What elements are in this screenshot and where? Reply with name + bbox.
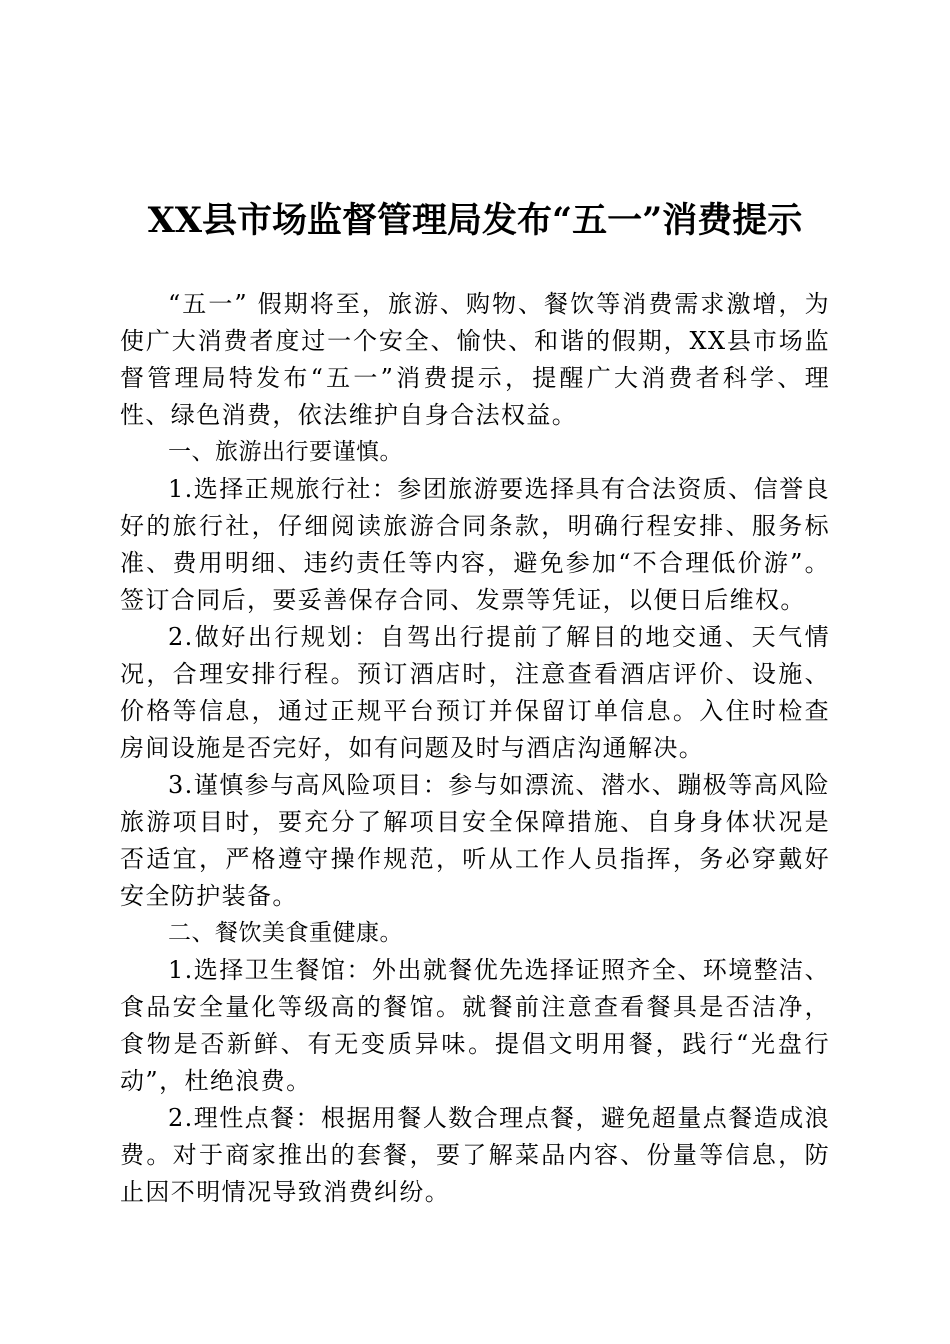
travel-item-2: 2.做好出行规划：自驾出行提前了解目的地交通、天气情况，合理安排行程。预订酒店时，注意查看酒店评价、设施、价格等信息，通过正规平台预订并保留订单信息。入住时检查房间设施是否完好，如有问题及时与酒店沟通解决。 (120, 623, 830, 762)
document-body (120, 286, 830, 1211)
travel-item-1: 1.选择正规旅行社：参团旅游要选择具有合法资质、信誉良好的旅行社，仔细阅读旅游合同条款，明确行程安排、服务标准、费用明细、违约责任等内容，避免参加“不合理低价游”。签订合同后，要妥善保存合同、发票等凭证，以便日后维权。 (120, 475, 830, 614)
intro-paragraph: “五一” 假期将至，旅游、购物、餐饮等消费需求激增，为使广大消费者度过一个安全、愉快、和谐的假期，XX县市场监督管理局特发布“五一”消费提示，提醒广大消费者科学、理性、绿色消费，依法维护自身合法权益。 (120, 290, 830, 429)
dining-item-1: 1.选择卫生餐馆：外出就餐优先选择证照齐全、环境整洁、食品安全量化等级高的餐馆。就餐前注意查看餐具是否洁净，食物是否新鲜、有无变质异味。提倡文明用餐，践行“光盘行动”，杜绝浪费。 (120, 956, 830, 1095)
section-heading-travel: 一、旅游出行要谨慎。 (168, 439, 403, 465)
section-heading-dining: 二、餐饮美食重健康。 (168, 920, 403, 946)
dining-item-2: 2.理性点餐：根据用餐人数合理点餐，避免超量点餐造成浪费。对于商家推出的套餐，要了解菜品内容、份量等信息，防止因不明情况导致消费纠纷。 (120, 1104, 830, 1206)
travel-item-3: 3.谨慎参与高风险项目：参与如漂流、潜水、蹦极等高风险旅游项目时，要充分了解项目安全保障措施、自身身体状况是否适宜，严格遵守操作规范，听从工作人员指挥，务必穿戴好安全防护装备。 (120, 771, 830, 910)
document-title: XX县市场监督管理局发布“五一”消费提示 (147, 200, 803, 241)
